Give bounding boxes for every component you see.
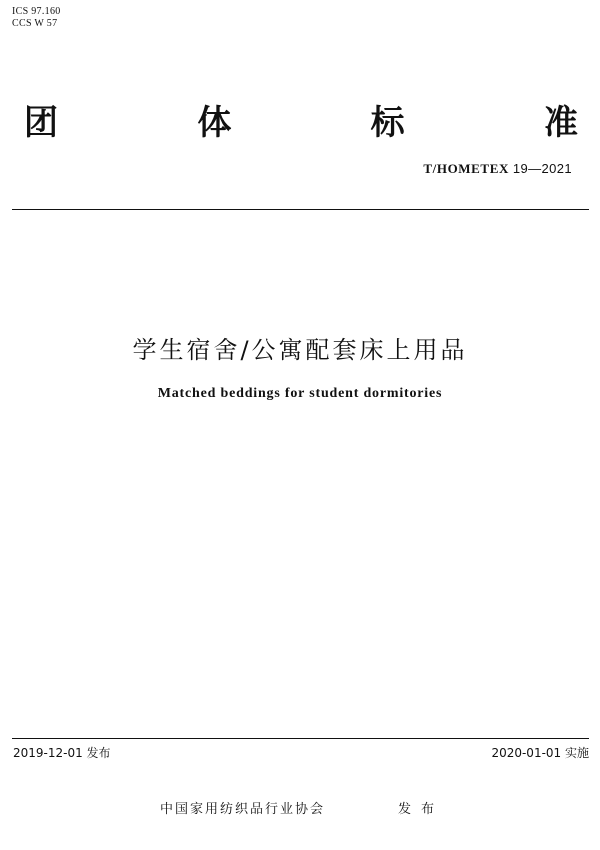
standard-type-char-3: 标 — [370, 102, 405, 143]
document-title-english: Matched beddings for student dormitories — [157, 386, 443, 401]
publisher-action: 发布 — [398, 802, 445, 817]
ccs-code: CCS W 57 — [12, 18, 58, 29]
issue-date: 2019-12-01 发布 — [13, 746, 111, 760]
ics-code: ICS 97.160 — [12, 6, 61, 17]
standard-type-char-1: 团 — [24, 102, 58, 143]
publisher-name: 中国家用纺织品行业协会 — [160, 802, 326, 817]
implementation-date: 2020-01-01 实施 — [491, 746, 589, 760]
standard-type-char-4: 准 — [543, 102, 578, 143]
top-divider — [12, 209, 589, 210]
document-title-chinese: 学生宿舍/公寓配套床上用品 — [132, 336, 468, 364]
bottom-divider — [12, 738, 589, 739]
standard-type-heading — [24, 96, 578, 142]
classification-codes — [12, 6, 61, 30]
standard-number-prefix: T/HOMETEX — [423, 161, 509, 176]
standard-type-char-2: 体 — [197, 102, 232, 143]
standard-number-value: 19—2021 — [512, 161, 572, 176]
standard-number — [423, 161, 572, 177]
